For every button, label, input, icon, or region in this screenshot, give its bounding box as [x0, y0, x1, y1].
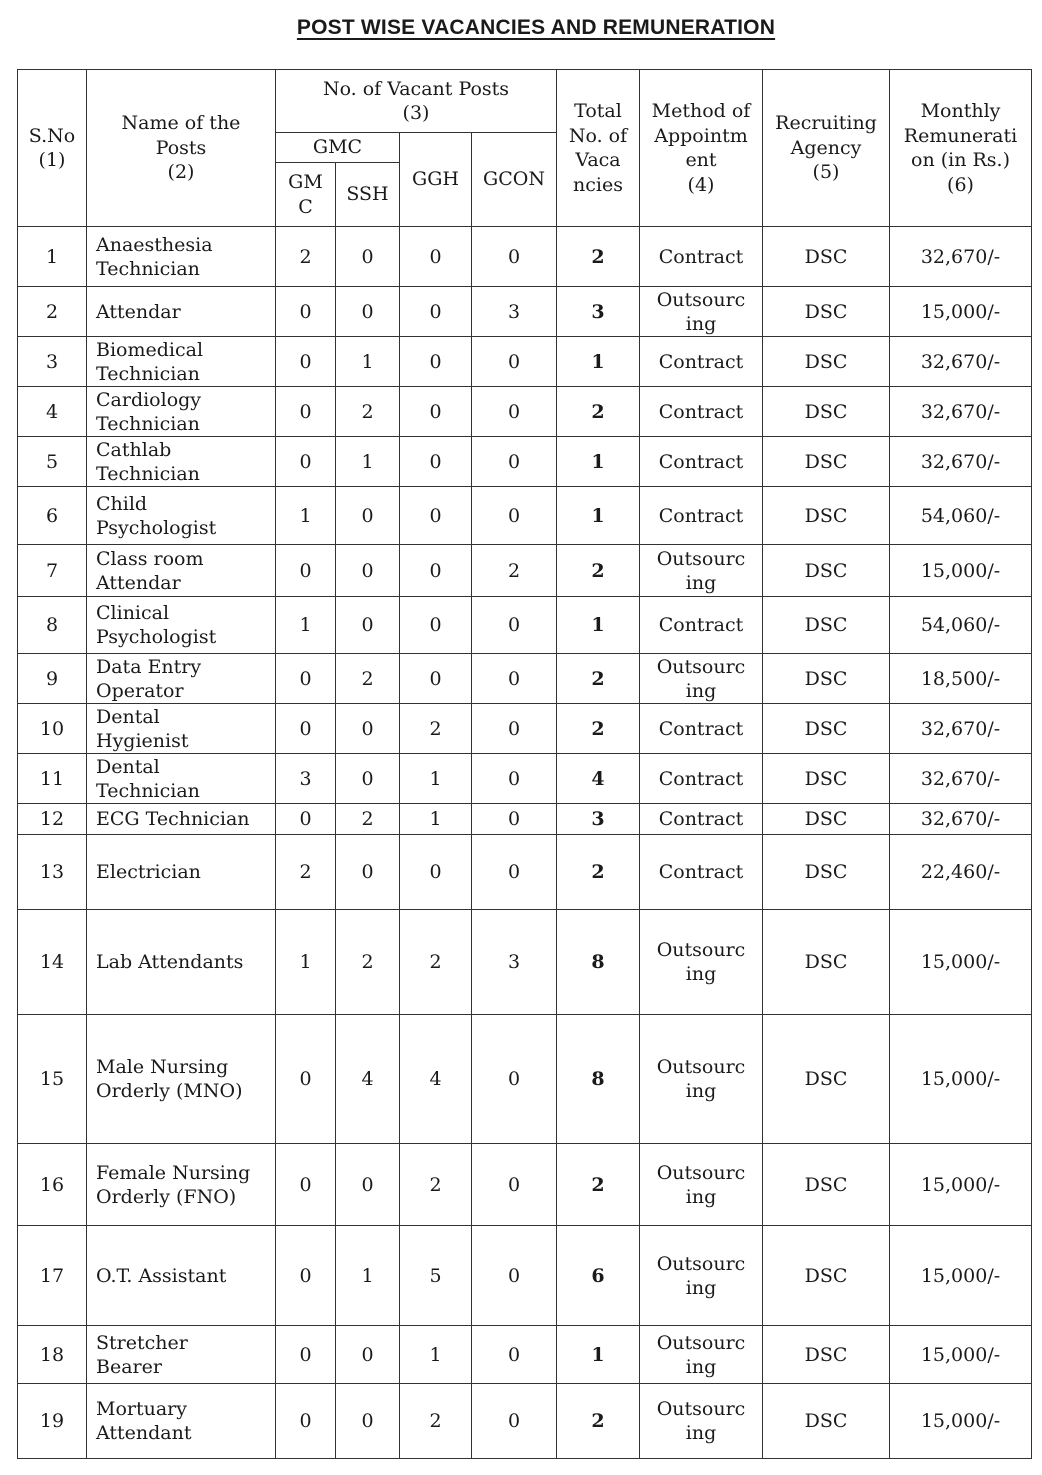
cell-remuneration: 15,000/- — [890, 1226, 1032, 1326]
cell-gcon: 3 — [472, 910, 557, 1015]
cell-total: 4 — [557, 754, 640, 804]
header-ssh: SSH — [336, 163, 400, 227]
cell-total: 2 — [557, 1144, 640, 1226]
table-row — [18, 545, 1032, 597]
table-row — [18, 487, 1032, 545]
cell-gmc: 0 — [276, 1384, 336, 1459]
cell-post-name: Class room Attendar — [87, 545, 276, 597]
table-body — [18, 227, 1032, 1459]
cell-total: 2 — [557, 227, 640, 287]
cell-gmc: 0 — [276, 1144, 336, 1226]
cell-ssh: 0 — [336, 1326, 400, 1384]
cell-ssh: 2 — [336, 910, 400, 1015]
cell-method: Outsourc ing — [640, 1326, 763, 1384]
cell-agency: DSC — [763, 704, 890, 754]
cell-agency: DSC — [763, 387, 890, 437]
header-vacant-posts: No. of Vacant Posts (3) — [276, 70, 557, 133]
cell-gcon: 0 — [472, 754, 557, 804]
cell-agency: DSC — [763, 1384, 890, 1459]
cell-post-name: Biomedical Technician — [87, 337, 276, 387]
table-row — [18, 835, 1032, 910]
cell-post-name: Male Nursing Orderly (MNO) — [87, 1015, 276, 1144]
cell-total: 1 — [557, 597, 640, 654]
cell-post-name: Child Psychologist — [87, 487, 276, 545]
cell-sno: 11 — [18, 754, 87, 804]
cell-sno: 13 — [18, 835, 87, 910]
cell-gmc: 1 — [276, 487, 336, 545]
cell-ssh: 1 — [336, 437, 400, 487]
cell-method: Contract — [640, 487, 763, 545]
cell-remuneration: 32,670/- — [890, 387, 1032, 437]
cell-total: 2 — [557, 545, 640, 597]
cell-method: Contract — [640, 754, 763, 804]
cell-post-name: ECG Technician — [87, 804, 276, 835]
cell-sno: 3 — [18, 337, 87, 387]
cell-agency: DSC — [763, 654, 890, 704]
cell-ssh: 0 — [336, 287, 400, 337]
cell-ggh: 0 — [400, 487, 472, 545]
cell-gcon: 0 — [472, 337, 557, 387]
cell-gmc: 0 — [276, 1015, 336, 1144]
cell-agency: DSC — [763, 804, 890, 835]
table-row — [18, 654, 1032, 704]
cell-gmc: 1 — [276, 910, 336, 1015]
cell-agency: DSC — [763, 910, 890, 1015]
table-row — [18, 804, 1032, 835]
cell-sno: 18 — [18, 1326, 87, 1384]
cell-sno: 16 — [18, 1144, 87, 1226]
cell-remuneration: 32,670/- — [890, 337, 1032, 387]
cell-gcon: 0 — [472, 835, 557, 910]
cell-gcon: 0 — [472, 1144, 557, 1226]
header-gcon: GCON — [472, 133, 557, 227]
cell-remuneration: 54,060/- — [890, 487, 1032, 545]
table-row — [18, 1144, 1032, 1226]
cell-ssh: 0 — [336, 227, 400, 287]
cell-agency: DSC — [763, 1226, 890, 1326]
page-title: POST WISE VACANCIES AND REMUNERATION — [296, 16, 776, 39]
cell-gcon: 0 — [472, 437, 557, 487]
cell-gmc: 0 — [276, 1326, 336, 1384]
cell-remuneration: 15,000/- — [890, 1144, 1032, 1226]
cell-ggh: 2 — [400, 1144, 472, 1226]
table-row — [18, 287, 1032, 337]
cell-ssh: 0 — [336, 835, 400, 910]
cell-sno: 1 — [18, 227, 87, 287]
cell-ssh: 2 — [336, 654, 400, 704]
cell-gmc: 0 — [276, 804, 336, 835]
cell-method: Contract — [640, 387, 763, 437]
table-row — [18, 1326, 1032, 1384]
header-method: Method of Appointm ent (4) — [640, 70, 763, 227]
cell-remuneration: 15,000/- — [890, 287, 1032, 337]
cell-remuneration: 54,060/- — [890, 597, 1032, 654]
cell-gcon: 0 — [472, 704, 557, 754]
header-sno: S.No (1) — [18, 70, 87, 227]
cell-sno: 2 — [18, 287, 87, 337]
header-name: Name of the Posts (2) — [87, 70, 276, 227]
cell-remuneration: 32,670/- — [890, 704, 1032, 754]
table-row — [18, 597, 1032, 654]
cell-agency: DSC — [763, 487, 890, 545]
cell-agency: DSC — [763, 437, 890, 487]
cell-gcon: 0 — [472, 804, 557, 835]
cell-agency: DSC — [763, 287, 890, 337]
cell-ggh: 0 — [400, 287, 472, 337]
cell-agency: DSC — [763, 337, 890, 387]
cell-gmc: 3 — [276, 754, 336, 804]
cell-agency: DSC — [763, 597, 890, 654]
cell-remuneration: 15,000/- — [890, 1384, 1032, 1459]
cell-post-name: Stretcher Bearer — [87, 1326, 276, 1384]
table-row — [18, 1384, 1032, 1459]
cell-ssh: 0 — [336, 545, 400, 597]
cell-method: Outsourc ing — [640, 1226, 763, 1326]
cell-sno: 4 — [18, 387, 87, 437]
header-gmc-group: GMC — [276, 133, 400, 163]
cell-ssh: 0 — [336, 1384, 400, 1459]
cell-ggh: 0 — [400, 654, 472, 704]
cell-gcon: 0 — [472, 487, 557, 545]
cell-agency: DSC — [763, 1015, 890, 1144]
cell-sno: 10 — [18, 704, 87, 754]
cell-sno: 7 — [18, 545, 87, 597]
cell-post-name: Dental Hygienist — [87, 704, 276, 754]
cell-post-name: Dental Technician — [87, 754, 276, 804]
cell-remuneration: 32,670/- — [890, 437, 1032, 487]
cell-ssh: 1 — [336, 337, 400, 387]
cell-ssh: 1 — [336, 1226, 400, 1326]
header-agency: Recruiting Agency (5) — [763, 70, 890, 227]
cell-gmc: 0 — [276, 287, 336, 337]
cell-method: Contract — [640, 437, 763, 487]
cell-ggh: 0 — [400, 437, 472, 487]
cell-method: Contract — [640, 804, 763, 835]
cell-post-name: Data Entry Operator — [87, 654, 276, 704]
table-row — [18, 1226, 1032, 1326]
cell-total: 6 — [557, 1226, 640, 1326]
cell-ggh: 2 — [400, 910, 472, 1015]
table-row — [18, 337, 1032, 387]
cell-total: 8 — [557, 910, 640, 1015]
cell-total: 3 — [557, 804, 640, 835]
cell-gcon: 0 — [472, 1384, 557, 1459]
cell-ggh: 0 — [400, 387, 472, 437]
cell-ggh: 2 — [400, 704, 472, 754]
cell-method: Outsourc ing — [640, 1015, 763, 1144]
cell-remuneration: 32,670/- — [890, 227, 1032, 287]
cell-sno: 6 — [18, 487, 87, 545]
cell-ssh: 2 — [336, 804, 400, 835]
cell-ssh: 2 — [336, 387, 400, 437]
cell-ssh: 0 — [336, 487, 400, 545]
cell-ggh: 4 — [400, 1015, 472, 1144]
cell-gmc: 0 — [276, 545, 336, 597]
cell-sno: 15 — [18, 1015, 87, 1144]
cell-method: Outsourc ing — [640, 287, 763, 337]
cell-ssh: 0 — [336, 1144, 400, 1226]
cell-ggh: 0 — [400, 597, 472, 654]
cell-remuneration: 15,000/- — [890, 1326, 1032, 1384]
cell-gmc: 2 — [276, 835, 336, 910]
header-total: Total No. of Vaca ncies — [557, 70, 640, 227]
cell-sno: 9 — [18, 654, 87, 704]
table-row — [18, 754, 1032, 804]
cell-method: Contract — [640, 704, 763, 754]
cell-post-name: Lab Attendants — [87, 910, 276, 1015]
cell-remuneration: 22,460/- — [890, 835, 1032, 910]
cell-ssh: 0 — [336, 704, 400, 754]
cell-total: 3 — [557, 287, 640, 337]
cell-gmc: 0 — [276, 1226, 336, 1326]
cell-remuneration: 15,000/- — [890, 1015, 1032, 1144]
cell-post-name: Electrician — [87, 835, 276, 910]
cell-gmc: 0 — [276, 337, 336, 387]
cell-total: 2 — [557, 704, 640, 754]
cell-method: Outsourc ing — [640, 1384, 763, 1459]
cell-total: 1 — [557, 337, 640, 387]
cell-gmc: 0 — [276, 437, 336, 487]
cell-post-name: Anaesthesia Technician — [87, 227, 276, 287]
cell-gcon: 0 — [472, 1015, 557, 1144]
cell-gcon: 0 — [472, 387, 557, 437]
cell-post-name: Female Nursing Orderly (FNO) — [87, 1144, 276, 1226]
cell-gmc: 0 — [276, 654, 336, 704]
cell-method: Contract — [640, 337, 763, 387]
cell-sno: 17 — [18, 1226, 87, 1326]
cell-total: 2 — [557, 387, 640, 437]
header-gmc: GM C — [276, 163, 336, 227]
cell-gcon: 0 — [472, 1226, 557, 1326]
cell-ggh: 1 — [400, 804, 472, 835]
cell-post-name: Mortuary Attendant — [87, 1384, 276, 1459]
table-row — [18, 387, 1032, 437]
cell-gcon: 0 — [472, 597, 557, 654]
table-row — [18, 1015, 1032, 1144]
cell-ssh: 0 — [336, 597, 400, 654]
cell-total: 1 — [557, 1326, 640, 1384]
cell-total: 1 — [557, 487, 640, 545]
cell-post-name: O.T. Assistant — [87, 1226, 276, 1326]
cell-sno: 12 — [18, 804, 87, 835]
cell-post-name: Cardiology Technician — [87, 387, 276, 437]
cell-post-name: Clinical Psychologist — [87, 597, 276, 654]
cell-gcon: 0 — [472, 1326, 557, 1384]
cell-total: 1 — [557, 437, 640, 487]
cell-remuneration: 32,670/- — [890, 804, 1032, 835]
cell-remuneration: 32,670/- — [890, 754, 1032, 804]
cell-ssh: 0 — [336, 754, 400, 804]
table-row — [18, 910, 1032, 1015]
cell-ggh: 0 — [400, 545, 472, 597]
cell-ggh: 5 — [400, 1226, 472, 1326]
cell-method: Outsourc ing — [640, 910, 763, 1015]
cell-agency: DSC — [763, 1326, 890, 1384]
cell-post-name: Cathlab Technician — [87, 437, 276, 487]
vacancy-table — [17, 69, 1032, 1459]
cell-remuneration: 15,000/- — [890, 545, 1032, 597]
cell-method: Outsourc ing — [640, 1144, 763, 1226]
cell-gcon: 2 — [472, 545, 557, 597]
cell-gmc: 1 — [276, 597, 336, 654]
cell-sno: 14 — [18, 910, 87, 1015]
cell-post-name: Attendar — [87, 287, 276, 337]
cell-ggh: 0 — [400, 835, 472, 910]
cell-method: Outsourc ing — [640, 545, 763, 597]
cell-total: 2 — [557, 1384, 640, 1459]
cell-ggh: 1 — [400, 754, 472, 804]
header-ggh: GGH — [400, 133, 472, 227]
cell-gmc: 0 — [276, 704, 336, 754]
table-row — [18, 227, 1032, 287]
header-remuneration: Monthly Remunerati on (in Rs.) (6) — [890, 70, 1032, 227]
cell-sno: 8 — [18, 597, 87, 654]
cell-sno: 19 — [18, 1384, 87, 1459]
cell-gcon: 3 — [472, 287, 557, 337]
cell-ggh: 0 — [400, 337, 472, 387]
cell-agency: DSC — [763, 227, 890, 287]
cell-ggh: 0 — [400, 227, 472, 287]
cell-total: 8 — [557, 1015, 640, 1144]
cell-method: Contract — [640, 227, 763, 287]
cell-gcon: 0 — [472, 227, 557, 287]
cell-total: 2 — [557, 835, 640, 910]
cell-total: 2 — [557, 654, 640, 704]
table-row — [18, 704, 1032, 754]
cell-method: Contract — [640, 597, 763, 654]
cell-remuneration: 15,000/- — [890, 910, 1032, 1015]
cell-ggh: 1 — [400, 1326, 472, 1384]
cell-ggh: 2 — [400, 1384, 472, 1459]
cell-agency: DSC — [763, 1144, 890, 1226]
cell-gmc: 2 — [276, 227, 336, 287]
cell-agency: DSC — [763, 545, 890, 597]
cell-remuneration: 18,500/- — [890, 654, 1032, 704]
cell-sno: 5 — [18, 437, 87, 487]
cell-ssh: 4 — [336, 1015, 400, 1144]
cell-agency: DSC — [763, 754, 890, 804]
cell-gcon: 0 — [472, 654, 557, 704]
table-row — [18, 437, 1032, 487]
cell-agency: DSC — [763, 835, 890, 910]
cell-method: Outsourc ing — [640, 654, 763, 704]
cell-method: Contract — [640, 835, 763, 910]
cell-gmc: 0 — [276, 387, 336, 437]
